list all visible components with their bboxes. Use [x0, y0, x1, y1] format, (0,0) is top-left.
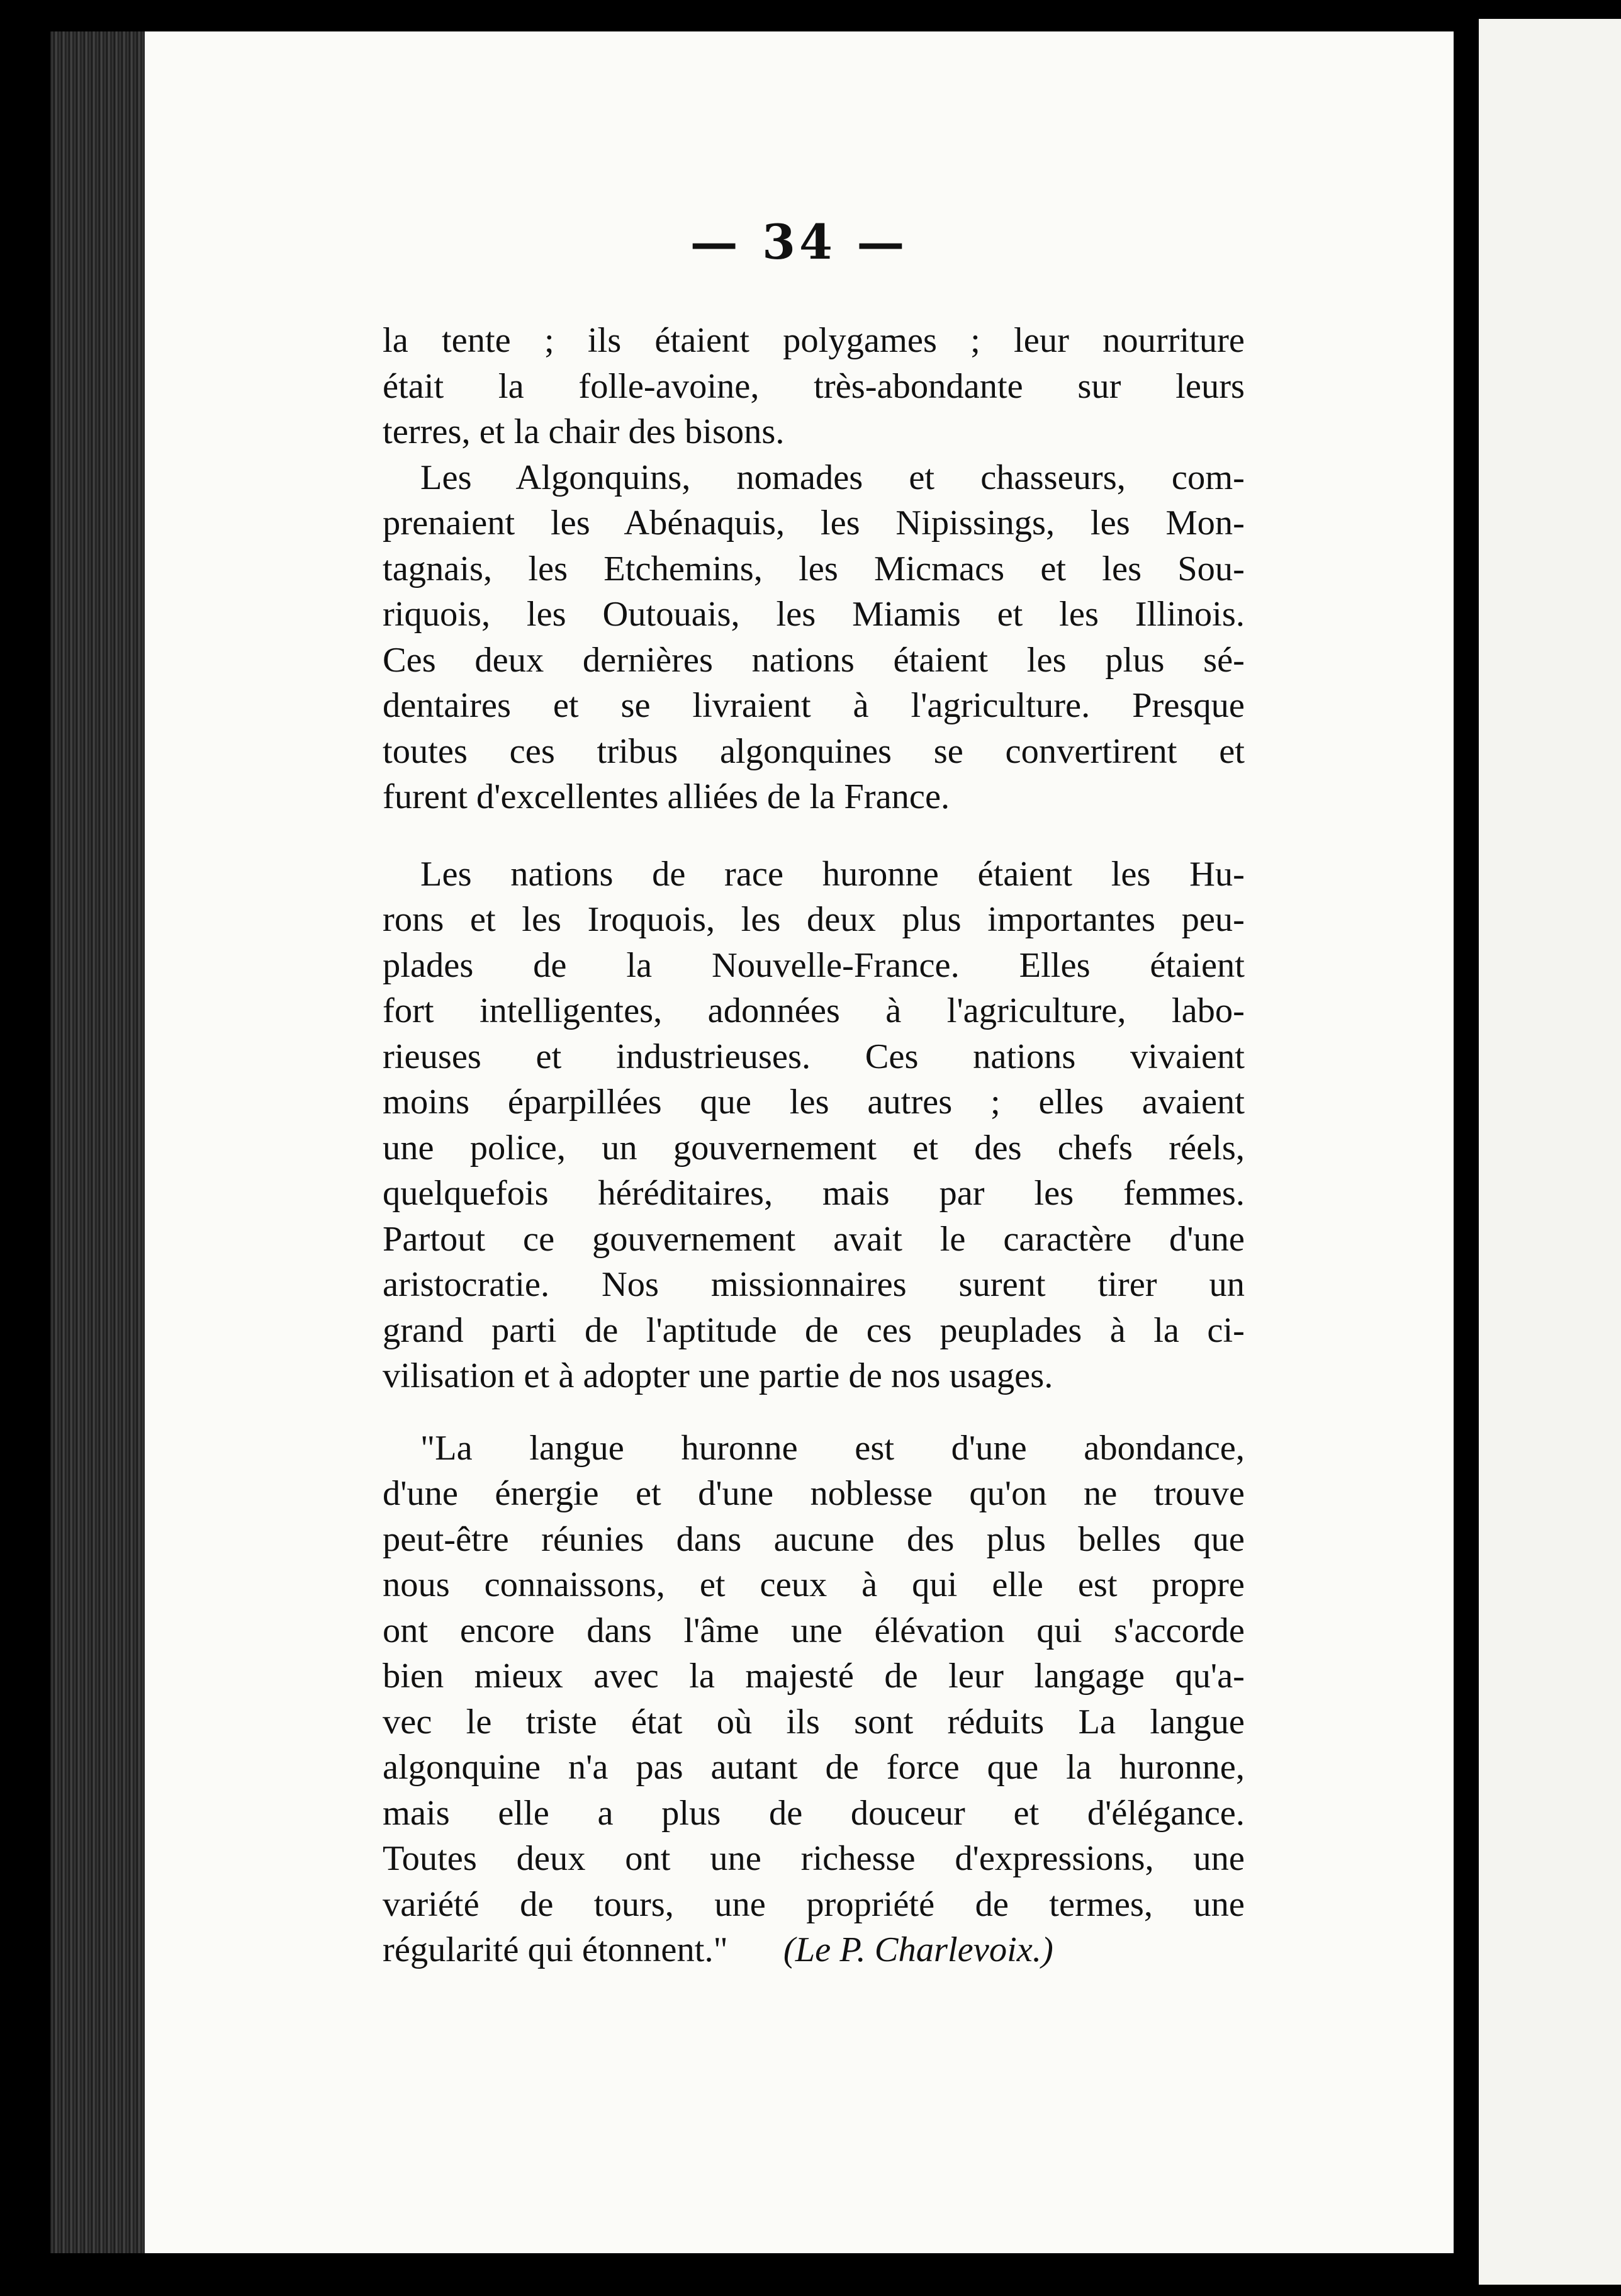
text-line: Ces deux dernières nations étaient les plus sé-: [383, 640, 1245, 680]
text-line: était la folle-avoine, très-abondante sur leurs: [383, 366, 1245, 406]
text-line: vec le triste état où ils sont réduits La langue: [383, 1702, 1245, 1742]
body-text: [383, 318, 1245, 1973]
text-line: peut-être réunies dans aucune des plus belles que: [383, 1519, 1245, 1559]
text-line: Les Algonquins, nomades et chasseurs, com-: [420, 458, 1245, 497]
adjacent-page-edge: [1479, 19, 1621, 2285]
text-line: algonquine n'a pas autant de force que la huronne,: [383, 1748, 1245, 1787]
text-line: nous connaissons, et ceux à qui elle est propre: [383, 1565, 1245, 1604]
book-spine: [50, 31, 151, 2253]
text-line: Partout ce gouvernement avait le caractère d'une: [383, 1219, 1245, 1259]
citation: (Le P. Charlevoix.): [783, 1930, 1053, 1969]
text-line: bien mieux avec la majesté de leur langage qu'a-: [383, 1657, 1245, 1696]
paragraph-final-line: [383, 1927, 1245, 1973]
text-line: vilisation et à adopter une partie de nos usages.: [383, 1356, 1053, 1395]
text-line: moins éparpillées que les autres ; elles avaient: [383, 1083, 1245, 1122]
text-line: terres, et la chair des bisons.: [383, 412, 785, 451]
text-line: "La langue huronne est d'une abondance,: [420, 1428, 1245, 1468]
text-line: dentaires et se livraient à l'agriculture. Presque: [383, 686, 1245, 725]
text-line: furent d'excellentes alliées de la France.: [383, 777, 950, 816]
text-line: d'une énergie et d'une noblesse qu'on ne trouve: [383, 1474, 1245, 1513]
text-line: mais elle a plus de douceur et d'élégance.: [383, 1793, 1245, 1833]
text-line: la tente ; ils étaient polygames ; leur nourriture: [383, 321, 1245, 360]
paragraph: [383, 1426, 1245, 1973]
text-line: aristocratie. Nos missionnaires surent tirer un: [383, 1265, 1245, 1304]
paragraph: [383, 455, 1245, 820]
paragraph: [383, 318, 1245, 455]
quote-closing-text: régularité qui étonnent.": [383, 1930, 728, 1969]
text-line: une police, un gouvernement et des chefs réels,: [383, 1128, 1245, 1168]
text-line: riquois, les Outouais, les Miamis et les Illinois.: [383, 595, 1245, 634]
page-gutter: [1454, 0, 1479, 2296]
text-line: rons et les Iroquois, les deux plus importantes peu-: [383, 900, 1245, 939]
text-line: grand parti de l'aptitude de ces peuplades à la ci-: [383, 1310, 1245, 1350]
text-line: variété de tours, une propriété de termes, une: [383, 1884, 1245, 1924]
text-line: Toutes deux ont une richesse d'expressions, une: [383, 1839, 1245, 1878]
text-line: quelquefois héréditaires, mais par les femmes.: [383, 1174, 1245, 1213]
text-line: toutes ces tribus algonquines se convertirent et: [383, 731, 1245, 771]
paragraph: [383, 852, 1245, 1399]
text-line: ont encore dans l'âme une élévation qui s'accorde: [383, 1611, 1245, 1650]
text-line: tagnais, les Etchemins, les Micmacs et les Sou-: [383, 549, 1245, 588]
text-line: prenaient les Abénaquis, les Nipissings, les Mon-: [383, 504, 1245, 543]
text-line: rieuses et industrieuses. Ces nations vivaient: [383, 1037, 1245, 1076]
text-line: Les nations de race huronne étaient les Hu-: [420, 854, 1245, 894]
page-number: — 34 —: [690, 214, 909, 270]
text-line: plades de la Nouvelle-France. Elles étaient: [383, 945, 1245, 985]
text-line: fort intelligentes, adonnées à l'agriculture, labo-: [383, 991, 1245, 1030]
